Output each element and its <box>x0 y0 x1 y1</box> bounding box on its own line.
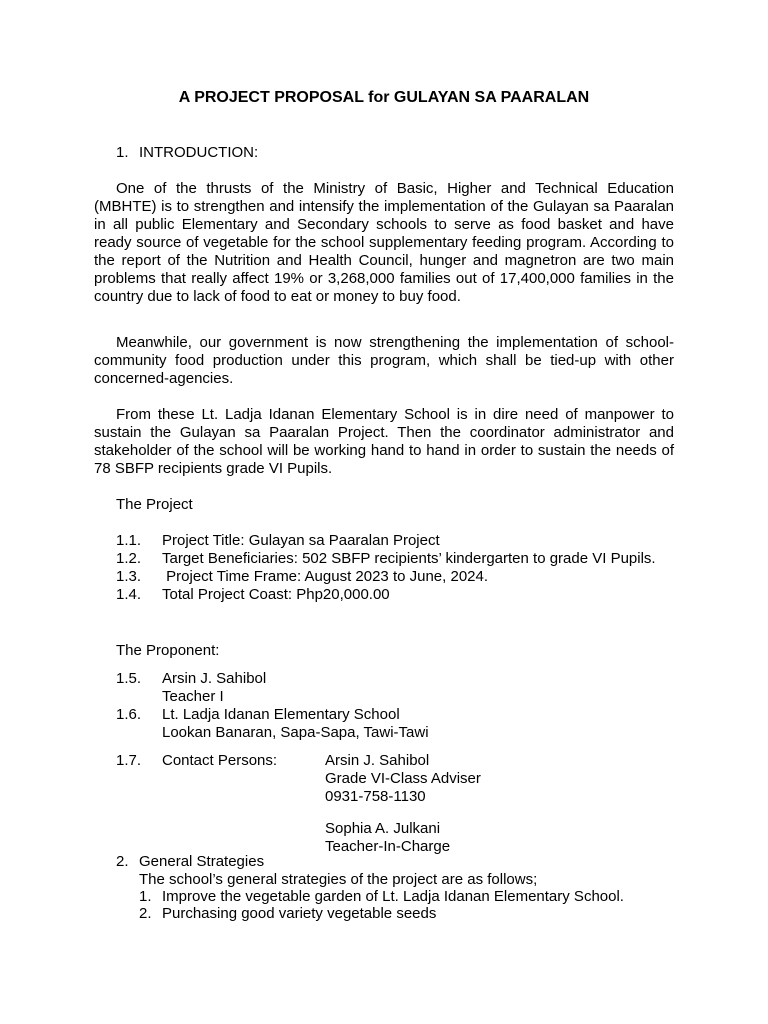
strategies-heading: General Strategies <box>139 853 265 870</box>
project-item-text: Project Title: Gulayan sa Paaralan Project <box>162 532 440 549</box>
school-address: Lookan Banaran, Sapa-Sapa, Tawi-Tawi <box>162 724 429 741</box>
strategy-item-num: 2. <box>139 905 152 922</box>
intro-number: 1. <box>116 144 129 161</box>
strategy-item-text: Improve the vegetable garden of Lt. Ladja Idanan Elementary School. <box>162 888 624 905</box>
proponent-item-num: 1.5. <box>116 670 142 687</box>
strategy-item-num: 1. <box>139 888 152 905</box>
proponent-position: Teacher I <box>162 688 224 705</box>
contact-person-2-role: Teacher-In-Charge <box>325 838 451 855</box>
contact-person-1-name: Arsin J. Sahibol <box>325 752 430 769</box>
intro-paragraph-3 <box>94 406 674 478</box>
proponent-heading: The Proponent: <box>116 642 220 659</box>
school-name: Lt. Ladja Idanan Elementary School <box>162 706 400 723</box>
intro-paragraph-1 <box>94 180 674 306</box>
project-item-text: Project Time Frame: August 2023 to June, 2024. <box>162 568 489 585</box>
intro-heading: INTRODUCTION: <box>139 144 259 161</box>
project-item-num: 1.3. <box>116 568 142 585</box>
strategies-number: 2. <box>116 853 129 870</box>
contact-person-1-role: Grade VI-Class Adviser <box>325 770 481 787</box>
project-item-text: Total Project Coast: Php20,000.00 <box>162 586 390 603</box>
paragraph-text: Meanwhile, our government is now strengthening the implementation of school-community food production under this program, which shall be tied-up with other concerned-agencies. <box>94 334 674 387</box>
strategies-intro: The school’s general strategies of the project are as follows; <box>139 871 538 888</box>
paragraph-text: From these Lt. Ladja Idanan Elementary School is in dire need of manpower to sustain the Gulayan sa Paaralan Project. Then the coordinator administrator and stakeholder of the school will be working hand to hand in order to sustain the needs of 78 SBFP recipients grade VI Pupils. <box>94 406 674 477</box>
project-item-num: 1.1. <box>116 532 142 549</box>
intro-paragraph-2 <box>94 334 674 388</box>
project-item-num: 1.4. <box>116 586 142 603</box>
paragraph-text: One of the thrusts of the Ministry of Basic, Higher and Technical Education (MBHTE) is to strengthen and intensify the implementation of the Gulayan sa Paaralan in all public Elementary and Secondary schools to serve as food basket and have ready source of vegetable for the school supplementary feeding program. According to the report of the Nutrition and Health Council, hunger and magnetron are two main problems that really affect 19% or 3,268,000 families out of 17,400,000 families in the country due to lack of food to eat or money to buy food. <box>94 180 674 305</box>
contact-label: Contact Persons: <box>162 752 278 769</box>
proponent-name: Arsin J. Sahibol <box>162 670 267 687</box>
contact-num: 1.7. <box>116 752 142 769</box>
strategy-item-text: Purchasing good variety vegetable seeds <box>162 905 437 922</box>
proponent-item-num: 1.6. <box>116 706 142 723</box>
project-item-text: Target Beneficiaries: 502 SBFP recipients’ kindergarten to grade VI Pupils. <box>162 550 656 567</box>
contact-person-2-name: Sophia A. Julkani <box>325 820 441 837</box>
document-title: A PROJECT PROPOSAL for GULAYAN SA PAARALAN <box>178 89 590 106</box>
project-item-num: 1.2. <box>116 550 142 567</box>
contact-person-1-phone: 0931-758-1130 <box>325 788 426 805</box>
project-heading: The Project <box>116 496 193 513</box>
